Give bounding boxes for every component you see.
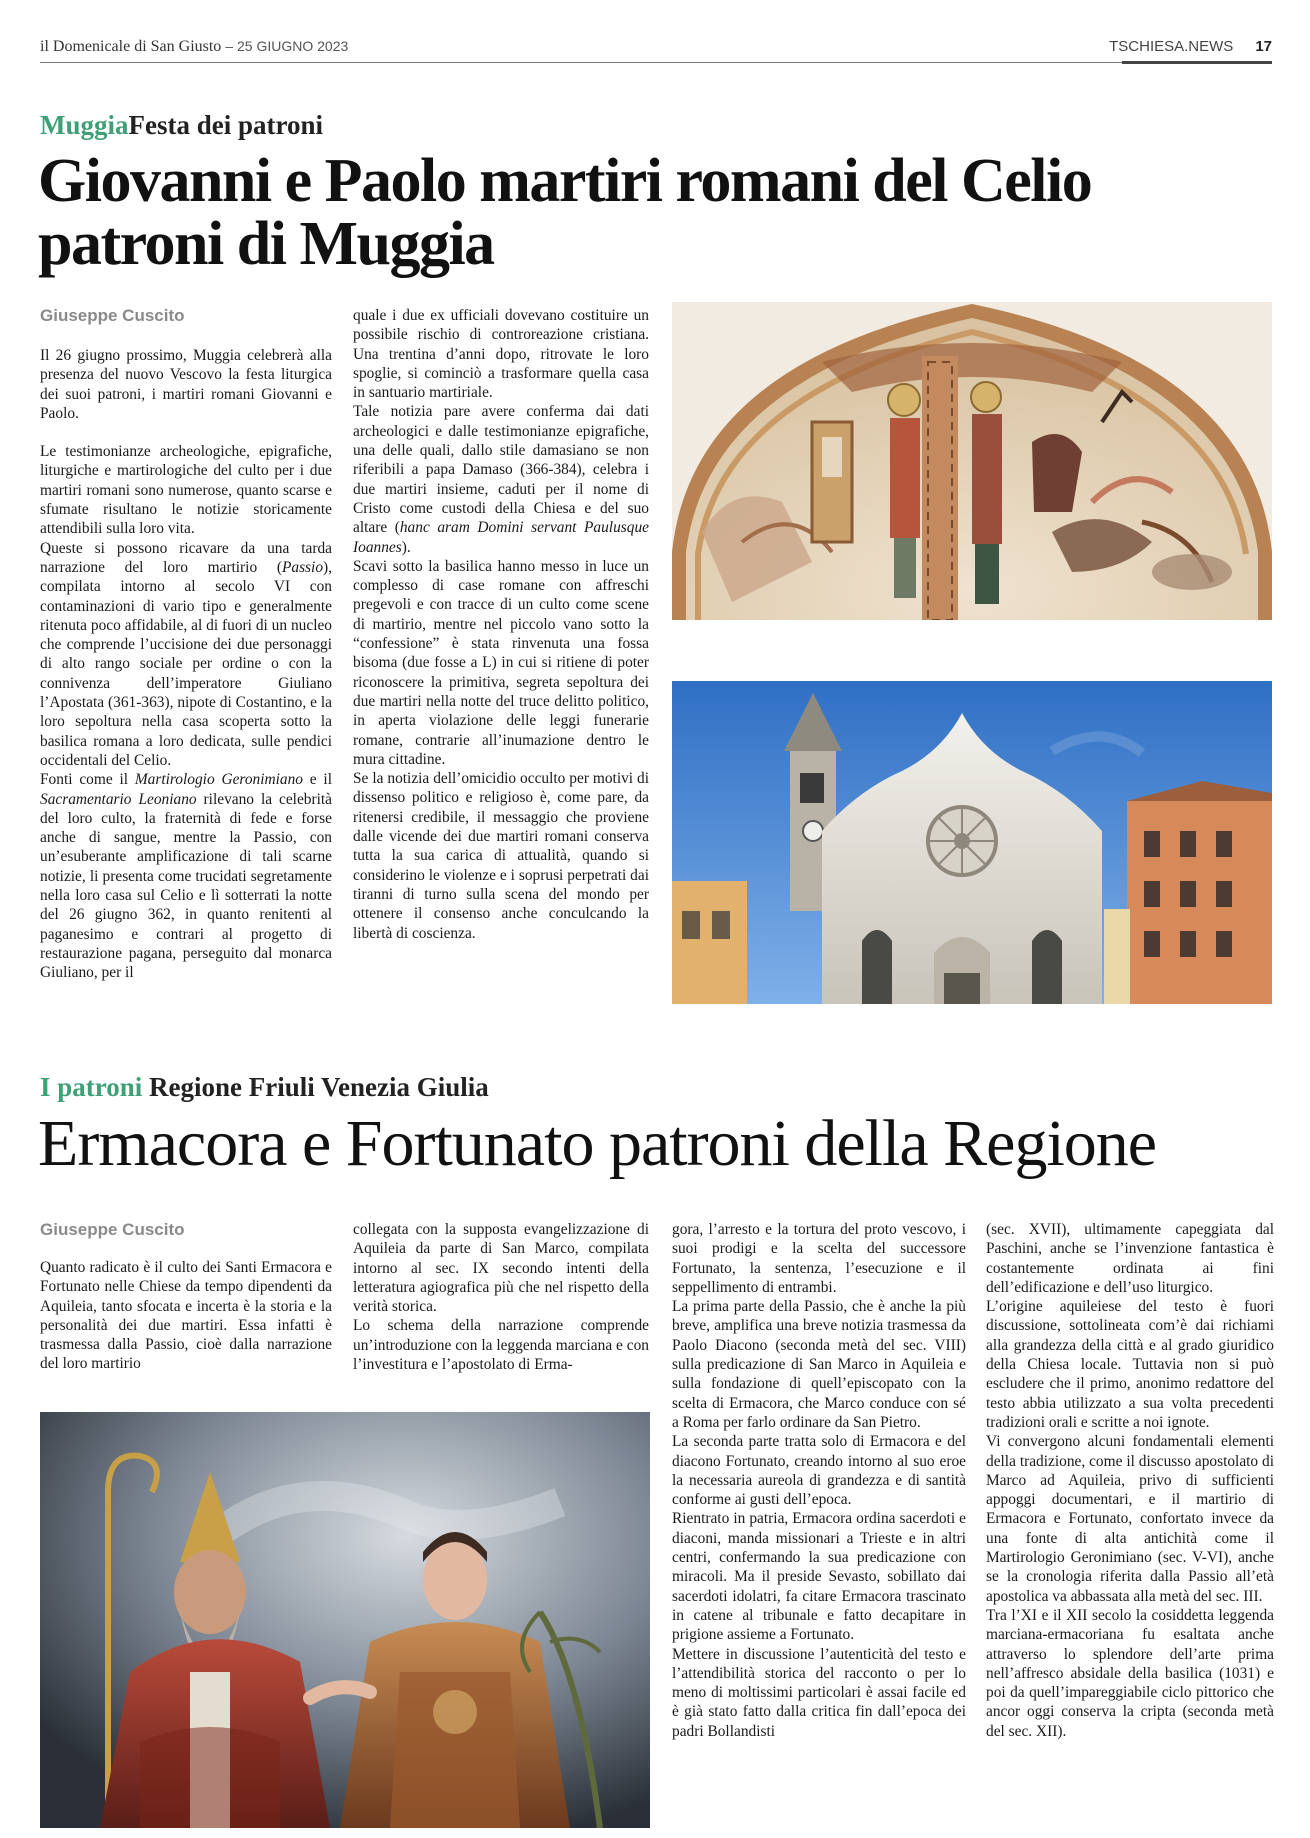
article2-paragraph: La seconda parte tratta solo di Ermacora e del diacono Fortunato, creando intorno al suo eroe la necessaria aureola di grandezza e di santità conforme ai gusti dell’epoca. — [672, 1433, 966, 1509]
publication-date: – 25 GIUGNO 2023 — [225, 38, 349, 54]
article1-column-2 — [353, 306, 649, 943]
article1-paragraph: Il 26 giugno prossimo, Muggia celebrerà alla presenza del nuovo Vescovo la festa liturgica dei suoi patroni, i martiri romani Giovanni e Paolo. — [40, 347, 332, 422]
article1-paragraph: Se la notizia dell’omicidio occulto per motivi di dissenso politico e religioso è, come pare, da ritenersi credibile, il messaggio che proviene dalle vicende dei due martiri romani conserva tutta la sua carica di attualità, quando si considerino le violenze e i soprusi perpetrati dai tiranni di turno sulla scena del mondo per ottenere il consenso anche conculcando la libertà di coscienza. — [353, 770, 649, 942]
article2-paragraph: Mettere in discussione l’autenticità del testo e l’attendibilità storica del racconto o per lo meno di moltissimi particolari è assai facile ed è già stato fatto dalla critica fin dall’epoca dei padri Bollandisti — [672, 1645, 966, 1740]
header-rule — [40, 62, 1272, 63]
article2-byline: Giuseppe Cuscito — [40, 1220, 185, 1239]
fresco-photo — [672, 302, 1272, 620]
article2-column-1 — [40, 1258, 332, 1374]
article2-paragraph: Rientrato in patria, Ermacora ordina sacerdoti e diaconi, manda missionari a Trieste e in altri centri, confermando la sua predicazione con miracoli. Ma il preside Sevasto, sobillato dai sacerdoti idolatri, fa citare Ermacora trascinato in catene al tribunale e fatto decapitare in prigione assieme a Fortunato. — [672, 1510, 966, 1644]
article1-paragraph: Le testimonianze archeologiche, epigrafiche, liturgiche e martirologiche del culto per i due martiri romani sono numerose, quanto scarse e sfumate risultano le notizie storicamente attendibili sulla loro vita. — [40, 443, 332, 538]
article2-kicker-region: Regione Friuli Venezia Giulia — [149, 1072, 489, 1102]
article2-column-4 — [986, 1220, 1274, 1741]
article2-paragraph: Lo schema della narrazione comprende un’introduzione con la leggenda marciana e con l’investitura e l’apostolato di Erma- — [353, 1317, 649, 1374]
article1-paragraph: Tale notizia pare avere conferma dai dati archeologici e dalle testimonianze epigrafiche, una delle quali, dallo stile damasiano se non riferibili a papa Damaso (366-384), celebra i due martiri insieme, caduti per il nome di Cristo come custodi della Chiesa e del suo altare (hanc aram Domini servant Paulusque Ioannes). — [353, 403, 649, 556]
site-name: TSCHIESA.NEWS — [1109, 38, 1234, 55]
article2-paragraph: La prima parte della Passio, che è anche la più breve, amplifica una breve notizia trasmessa da Paolo Diacono (seconda metà del sec. VIII) sulla predicazione di San Marco in Aquileia e sulla fondazione di quell’episcopato con la scelta di Ermacora, che Marco conduce con sé a Roma per farlo ordinare da San Pietro. — [672, 1298, 966, 1431]
cathedral-illustration — [672, 681, 1272, 1004]
article1-paragraph: quale i due ex ufficiali dovevano costituire un possibile rischio di controreazione cristiana. Una trentina d’anni dopo, ritrovate le loro spoglie, si cominciò a trasformare quella casa in santuario martiriale. — [353, 307, 649, 402]
page-number: 17 — [1255, 38, 1272, 55]
article1-column-1 — [40, 346, 332, 983]
article1-paragraph: Scavi sotto la basilica hanno messo in luce un complesso di case romane con affreschi pregevoli e con tracce di un culto come scene di martirio, mentre nel piccolo vano sotto la “confessione” è stata rinvenuta una fossa bisoma (due fosse a L) in cui si ritiene di poter riconoscere la primitiva, segreta sepoltura dei due martiri nella notte del truce delitto politico, in aperta violazione delle leggi funerarie romane, contrarie all’inumazione dentro le mura cittadine. — [353, 557, 649, 768]
article1-paragraph: Queste si possono ricavare da una tarda narrazione del loro martirio (Passio), compilata intorno al secolo VI con contaminazioni di vario tipo e generalmente ritenuta poco affidabile, al di fuori di un nucleo che comprende l’uccisione dei due personaggi di alto rango sociale per ordine o con la connivenza dell’imperatore Giuliano l’Apostata (361-363), nipote di Costantino, e la loro sepoltura nella casa scoperta sotto la basilica romana a loro dedicata, sulle pendici occidentali del Celio. — [40, 539, 332, 769]
saints-painting-illustration — [40, 1412, 650, 1828]
article2-paragraph: (sec. XVII), ultimamente capeggiata dal Paschini, anche se l’invenzione fantastica è costantemente ordinata ai fini dell’edificazione e dell’uso liturgico. — [986, 1221, 1274, 1296]
article2-paragraph: gora, l’arresto e la tortura del proto vescovo, i suoi prodigi e la scelta del successore Fortunato, la sentenza, l’esecuzione e il seppellimento di entrambi. — [672, 1221, 966, 1296]
article2-headline: Ermacora e Fortunato patroni della Regione — [38, 1107, 1157, 1180]
article1-kicker-place: Muggia — [40, 110, 129, 140]
article1-kicker-topic: Festa dei patroni — [128, 110, 324, 140]
article1-headline-line2: patroni di Muggia — [38, 210, 494, 279]
article1-headline-line1: Giovanni e Paolo martiri romani del Celio — [38, 147, 1092, 215]
header-rule-accent — [1122, 61, 1272, 64]
site-header — [1109, 38, 1272, 55]
article1-kicker — [40, 110, 323, 141]
saints-painting-photo — [40, 1412, 650, 1828]
article2-column-3 — [672, 1220, 966, 1741]
publication-header — [40, 38, 348, 56]
article2-kicker-section: I patroni — [40, 1072, 143, 1102]
article2-paragraph: L’origine aquileiese del testo è fuori discussione, sottolineata com’è dai richiami alla grandezza della città e al grado giuridico della Chiesa locale. Tuttavia non si può escludere che il primo, anonimo redattore del testo abbia utilizzato a sua volta precedenti tradizioni orali e scritte a noi ignote. — [986, 1298, 1274, 1431]
article2-column-2 — [353, 1220, 649, 1374]
article2-paragraph: collegata con la supposta evangelizzazione di Aquileia da parte di San Marco, compilata intorno al sec. IX secondo intenti della letteratura agiografica più che nel rispetto della verità storica. — [353, 1221, 649, 1316]
article1-paragraph: Fonti come il Martirologio Geronimiano e il Sacramentario Leoniano rilevano la celebrità del loro culto, la fraternità di fede e forse anche di sangue, mentre la Passio, con un’esuberante amplificazione di tali scarne notizie, li presenta come trucidati segretamente nella loro casa sul Celio e lì sotterrati la notte del 26 giugno 362, in quanto renitenti al paganesimo e contrari al progetto di restaurazione pagana, perseguito dal monarca Giuliano, per il — [40, 771, 332, 982]
article2-paragraph: Vi convergono alcuni fondamentali elementi della tradizione, come il discusso apostolato di Marco ad Aquileia, privo di sufficienti appoggi documentari, e il martirio di Ermacora e Fortunato, confortato invece da una fonte di alta antichità come il Martirologio Geronimiano (sec. V-VI), anche se la cronologia riferita dalla Passio all’età apostolica va abbassata alla metà del sec. III. — [986, 1433, 1274, 1605]
article1-headline — [38, 147, 1278, 279]
muggia-cathedral-photo — [672, 681, 1272, 1004]
article2-paragraph: Tra l’XI e il XII secolo la cosiddetta leggenda marciana-ermacoriana fu esaltata anche attraverso lo splendore dell’arte prima nell’affresco absidale della basilica (1031) e poi da quell’impareggiabile ciclo pittorico che ancor oggi conserva la cripta (seconda metà del sec. XII). — [986, 1606, 1274, 1740]
article2-kicker — [40, 1072, 489, 1103]
article1-byline: Giuseppe Cuscito — [40, 306, 185, 325]
fresco-illustration — [672, 302, 1272, 620]
article2-paragraph: Quanto radicato è il culto dei Santi Ermacora e Fortunato nelle Chiese da tempo dipendenti da Aquileia, tanto sfocata e incerta è la storia e la personalità dei due martiri. Essa infatti è trasmessa dalla Passio, cioè dalla narrazione del loro martirio — [40, 1259, 332, 1373]
publication-name: il Domenicale di San Giusto — [40, 38, 222, 55]
